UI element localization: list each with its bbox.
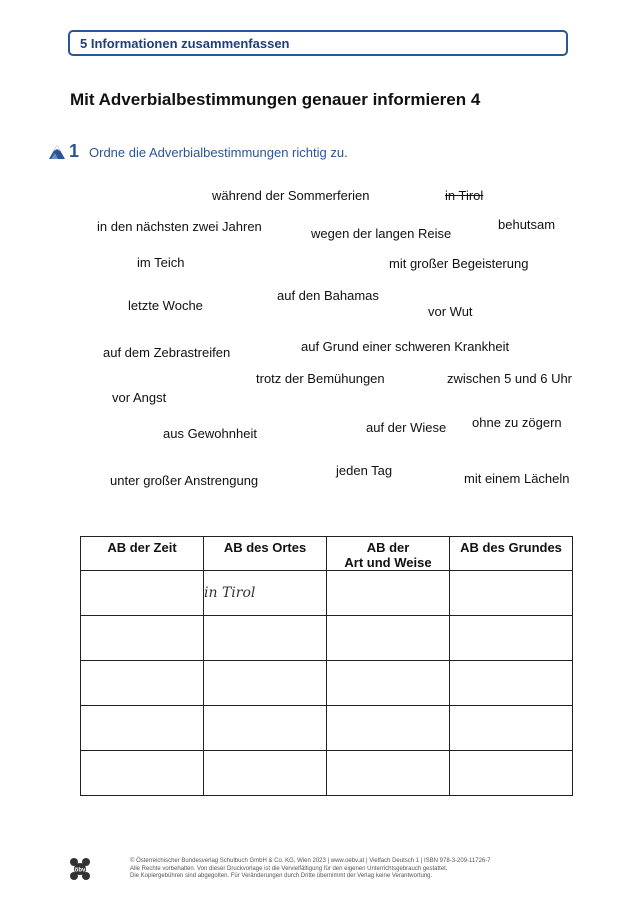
phrase: auf dem Zebrastreifen bbox=[103, 345, 231, 360]
phrase: in den nächsten zwei Jahren bbox=[97, 219, 262, 234]
col-header-grund: AB des Grundes bbox=[450, 537, 573, 571]
table-row bbox=[81, 661, 573, 706]
table-cell[interactable] bbox=[450, 751, 573, 796]
phrase: behutsam bbox=[498, 217, 556, 232]
table-row bbox=[81, 751, 573, 796]
oebv-logo bbox=[68, 857, 92, 881]
phrase: aus Gewohnheit bbox=[163, 426, 257, 441]
table-cell[interactable] bbox=[327, 706, 450, 751]
phrase: letzte Woche bbox=[128, 298, 203, 313]
table-cell[interactable] bbox=[450, 616, 573, 661]
col-header-zeit: AB der Zeit bbox=[81, 537, 204, 571]
footer-copyright: © Österreichischer Bundesverlag Schulbuch GmbH & Co. KG, Wien 2023 | www.oebv.at | Vielfach Deutsch 1 | ISBN 978-3-209-11726-7 bbox=[130, 858, 491, 864]
phrase: jeden Tag bbox=[336, 463, 393, 478]
table-cell[interactable] bbox=[204, 706, 327, 751]
phrase-struck: in Tirol bbox=[445, 188, 484, 203]
task-number: 1 bbox=[69, 141, 80, 161]
table-cell[interactable] bbox=[81, 571, 204, 616]
table-cell[interactable] bbox=[327, 571, 450, 616]
phrase: unter großer Anstrengung bbox=[110, 473, 259, 488]
footer bbox=[130, 858, 491, 881]
table-row bbox=[81, 616, 573, 661]
table-cell[interactable] bbox=[204, 751, 327, 796]
footer-rights: Alle Rechte vorbehalten. Von dieser Druckvorlage ist die Vervielfältigung für den eigenen Unterrichtsgebrauch gestattet. bbox=[130, 865, 448, 872]
mountain-icon bbox=[48, 144, 66, 160]
table-row bbox=[81, 571, 573, 616]
table-cell[interactable] bbox=[81, 616, 204, 661]
phrase: wegen der langen Reise bbox=[311, 226, 452, 241]
table-cell[interactable] bbox=[450, 706, 573, 751]
phrase: mit großer Begeisterung bbox=[389, 256, 529, 271]
assignment-table bbox=[80, 536, 573, 796]
section-title: 5 Informationen zusammenfassen bbox=[80, 36, 290, 51]
phrase: vor Angst bbox=[112, 390, 167, 405]
table-cell[interactable] bbox=[81, 751, 204, 796]
table-cell[interactable] bbox=[327, 616, 450, 661]
phrase: auf den Bahamas bbox=[277, 288, 379, 303]
table-cell[interactable] bbox=[450, 571, 573, 616]
table-header-row bbox=[81, 537, 573, 571]
phrase: ohne zu zögern bbox=[472, 415, 562, 430]
table-cell[interactable] bbox=[204, 616, 327, 661]
table-cell[interactable] bbox=[81, 661, 204, 706]
table-cell-handwritten[interactable]: in Tirol bbox=[204, 571, 327, 616]
table-cell[interactable] bbox=[81, 706, 204, 751]
logo-text: öbv bbox=[74, 867, 86, 874]
col-header-art-und-weise: AB der Art und Weise bbox=[327, 537, 450, 571]
page-title: Mit Adverbialbestimmungen genauer informieren 4 bbox=[70, 90, 481, 109]
phrase: im Teich bbox=[137, 255, 185, 270]
table-row bbox=[81, 706, 573, 751]
phrase: vor Wut bbox=[428, 304, 473, 319]
table-cell[interactable] bbox=[327, 751, 450, 796]
section-header bbox=[68, 30, 568, 56]
task-instruction: Ordne die Adverbialbestimmungen richtig zu. bbox=[89, 145, 348, 160]
phrase: während der Sommerferien bbox=[212, 188, 370, 203]
phrase: mit einem Lächeln bbox=[464, 471, 570, 486]
table-cell[interactable] bbox=[450, 661, 573, 706]
phrase: zwischen 5 und 6 Uhr bbox=[447, 371, 573, 386]
phrase: auf der Wiese bbox=[366, 420, 447, 435]
phrase: auf Grund einer schweren Krankheit bbox=[301, 339, 510, 354]
table-cell[interactable] bbox=[327, 661, 450, 706]
table-cell[interactable] bbox=[204, 661, 327, 706]
phrase: trotz der Bemühungen bbox=[256, 371, 385, 386]
col-header-ort: AB des Ortes bbox=[204, 537, 327, 571]
footer-disclaimer: Die Kopiergebühren sind abgegolten. Für Veränderungen durch Dritte übernimmt der Verlag keine Verantwortung. bbox=[130, 873, 433, 879]
